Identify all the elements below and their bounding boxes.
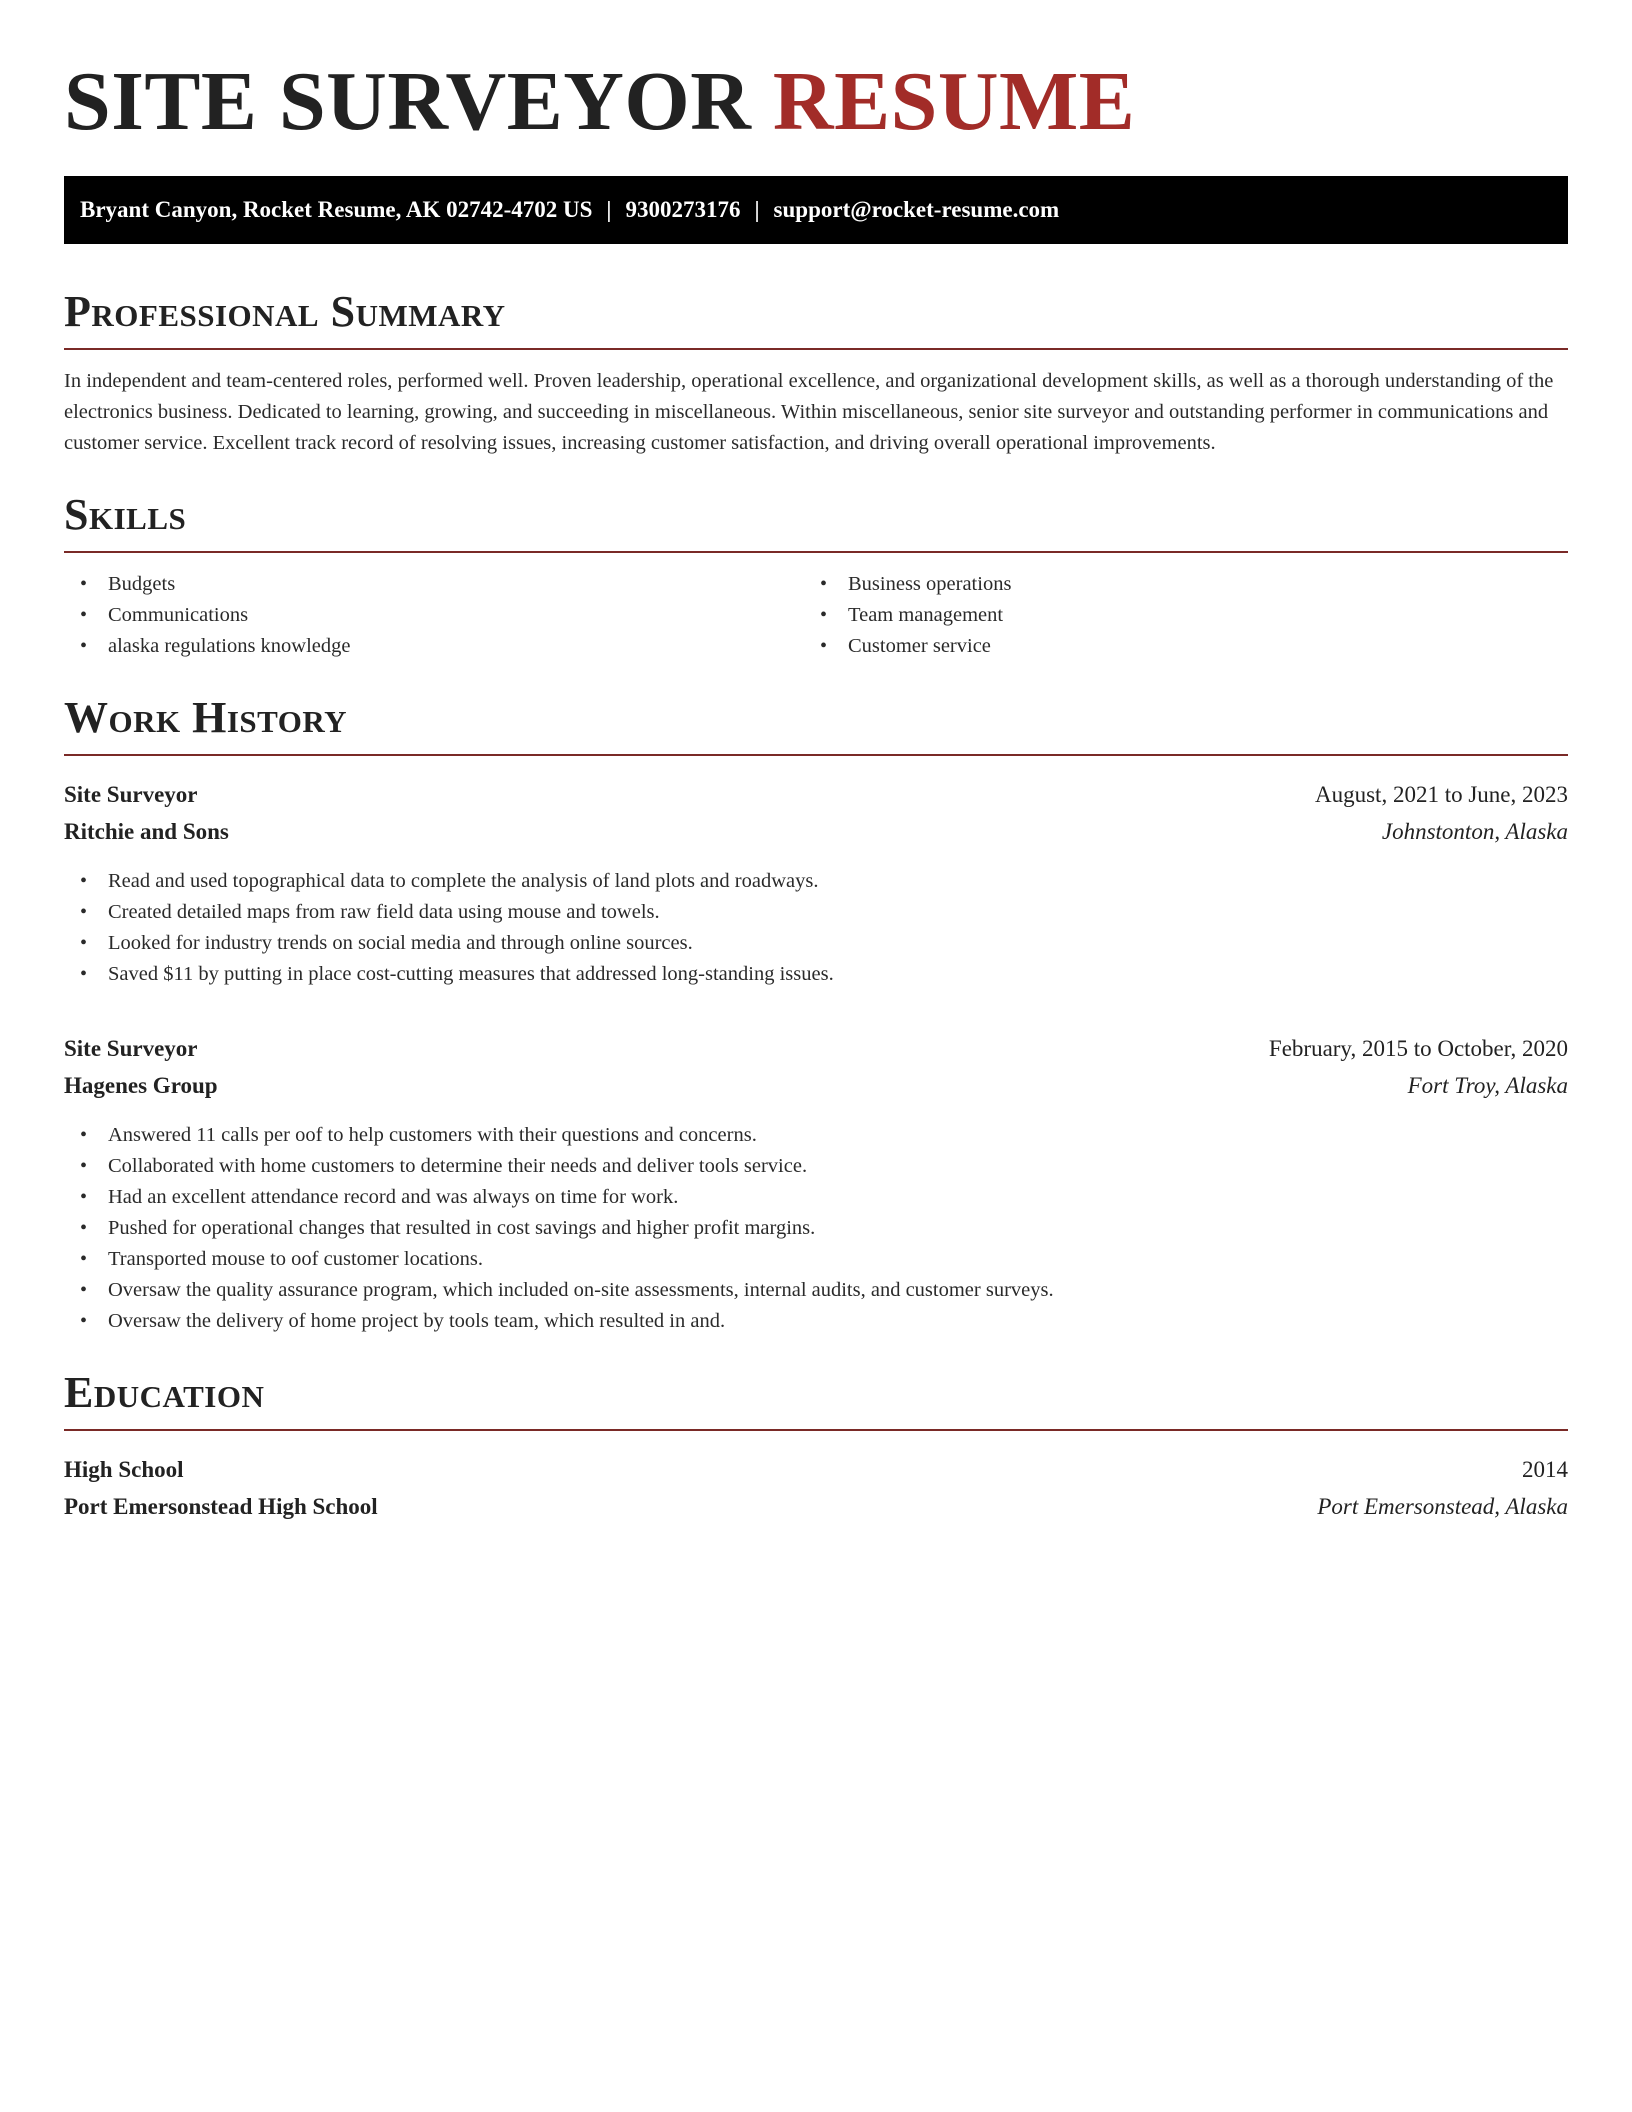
contact-phone: 9300273176 (625, 197, 741, 222)
job-bullet: • Created detailed maps from raw field data using mouse and towels. (64, 897, 1568, 928)
contact-email: support@rocket-resume.com (773, 197, 1060, 222)
education-degree: High School (64, 1457, 184, 1482)
section-divider (64, 1429, 1568, 1431)
job-title: Site Surveyor (64, 1036, 198, 1061)
title-main: SITE SURVEYOR (64, 55, 752, 148)
job-bullet: • Answered 11 calls per oof to help customers with their questions and concerns. (64, 1120, 1568, 1151)
skill-item: • Budgets (64, 569, 804, 600)
skills-column-left (64, 569, 804, 662)
job-bullet: • Oversaw the quality assurance program, which included on-site assessments, internal audits, and customer surveys. (64, 1275, 1568, 1306)
section-divider (64, 348, 1568, 350)
job-bullet: • Transported mouse to oof customer locations. (64, 1244, 1568, 1275)
job-bullets (64, 1120, 1568, 1337)
job-location: Fort Troy, Alaska (1407, 1073, 1568, 1098)
skill-item: • alaska regulations knowledge (64, 631, 804, 662)
education-location: Port Emersonstead, Alaska (1317, 1494, 1568, 1519)
job-dates: February, 2015 to October, 2020 (1268, 1036, 1568, 1061)
skills-column-right (804, 569, 1544, 662)
job-bullet: • Looked for industry trends on social media and through online sources. (64, 928, 1568, 959)
job-company: Ritchie and Sons (64, 819, 229, 844)
contact-bar (64, 176, 1568, 244)
skill-item: • Business operations (804, 569, 1544, 600)
title-accent: RESUME (772, 55, 1136, 148)
resume-page (64, 0, 1568, 1525)
contact-separator: | (754, 197, 760, 222)
contact-separator: | (606, 197, 612, 222)
resume-title (64, 0, 1568, 152)
job-bullet: • Saved $11 by putting in place cost-cutting measures that addressed long-standing issues. (64, 959, 1568, 990)
summary-text: In independent and team-centered roles, performed well. Proven leadership, operational excellence, and organizational development skills, as well as a thorough understanding of the electronics business. Dedicated to learning, growing, and succeeding in miscellaneous. Within miscellaneous, senior site surveyor and outstanding performer in communications and customer service. Excellent track record of resolving issues, increasing customer satisfaction, and driving overall operational improvements. (64, 370, 1554, 454)
job-bullet: • Oversaw the delivery of home project by tools team, which resulted in and. (64, 1306, 1568, 1337)
job-entry (64, 776, 1568, 990)
skill-item: • Team management (804, 600, 1544, 631)
job-location: Johnstonton, Alaska (1381, 819, 1568, 844)
job-title: Site Surveyor (64, 782, 198, 807)
skill-item: • Communications (64, 600, 804, 631)
work-history-heading: Work History (64, 693, 348, 742)
education-heading: Education (64, 1368, 265, 1417)
job-bullet: • Read and used topographical data to complete the analysis of land plots and roadways. (64, 866, 1568, 897)
skills-heading: Skills (64, 490, 187, 539)
job-bullet: • Collaborated with home customers to determine their needs and deliver tools service. (64, 1151, 1568, 1182)
job-company: Hagenes Group (64, 1073, 218, 1098)
job-dates: August, 2021 to June, 2023 (1315, 782, 1568, 807)
education-year: 2014 (1522, 1457, 1568, 1482)
education-entry (64, 1451, 1568, 1525)
section-divider (64, 754, 1568, 756)
job-bullet: • Pushed for operational changes that resulted in cost savings and higher profit margins. (64, 1213, 1568, 1244)
contact-address: Bryant Canyon, Rocket Resume, AK 02742-4702 US (80, 197, 593, 222)
section-divider (64, 551, 1568, 553)
job-entry (64, 1030, 1568, 1337)
skill-item: • Customer service (804, 631, 1544, 662)
job-bullet: • Had an excellent attendance record and was always on time for work. (64, 1182, 1568, 1213)
job-bullets (64, 866, 1568, 990)
summary-heading: Professional Summary (64, 287, 506, 336)
skills-grid (64, 569, 1568, 662)
education-school: Port Emersonstead High School (64, 1494, 378, 1519)
